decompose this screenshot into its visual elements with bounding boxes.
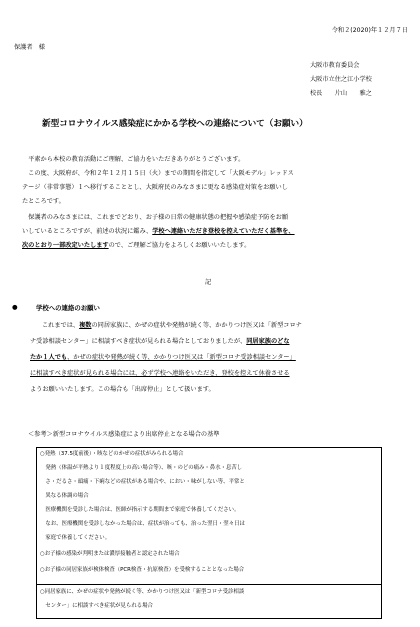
section-text: ナ受診相談センター」に相談すべき症状が見られる場合としておりましたが、 xyxy=(30,338,247,345)
reference-item: ○同居家族に、かぜの症状や発熱が続く等、かかりつけ医又は「新型コロナ受診相談 xyxy=(40,589,245,595)
section-emphasis: たか１人でも xyxy=(30,354,68,361)
recipient: 保護者 様 xyxy=(14,44,45,51)
reference-box xyxy=(36,447,382,619)
reference-item: ○お子様の同居家族が検体検査（PCR検査・抗原検査）を受検することとなった場合 xyxy=(40,567,245,573)
para2-text: いしているところですが、前述の状況に鑑み、 xyxy=(22,228,153,235)
reference-caption: ＜参考＞新型コロナウイルス感染症により出席停止となる場合の基準 xyxy=(28,431,220,438)
para2-emphasis: 次のとおり一部改定いたします xyxy=(22,242,109,249)
section-text: これまでは、 xyxy=(42,322,80,329)
para2-text: ので、ご理解ご協力をよろしくお願いいたします。 xyxy=(108,242,251,249)
reference-item: 医療機関を受診した場合は、医師が指示する期間まで家庭で休養してください。 xyxy=(40,507,240,513)
box-divider xyxy=(37,584,381,585)
sender-organization: 大阪市教育委員会 xyxy=(310,62,360,69)
sender-principal: 校長 片山 雅之 xyxy=(310,90,372,97)
sender-school: 大阪市立住之江小学校 xyxy=(310,76,372,83)
reference-item: 家庭で休養してください。 xyxy=(40,535,111,541)
section-text: 、かぜの症状や発熱が続く等、かかりつけ医又は「新型コロナ受診相談センター」 xyxy=(67,354,296,361)
para2-line xyxy=(22,242,250,250)
intro-line: この度、大阪府が、令和２年１２月１５日（火）までの期間を指定して「大阪モデル」レッドス xyxy=(22,170,294,177)
reference-item: センター」に相談すべき症状が見られる場合 xyxy=(40,603,153,609)
section-line xyxy=(30,354,296,362)
document-title: 新型コロナウイルス感染症にかかる学校への連絡について（お願い） xyxy=(42,119,308,129)
section-line: に相談すべき症状が見られる場合には、必ず学校へ連絡をいただき、登校を控えて休養させる xyxy=(30,370,290,377)
reference-item: さ・だるさ・頭痛・下痢などの症状がある場合や、におい・味がしない等、平常と xyxy=(40,479,245,485)
para2-line: 保護者のみなさまには、これまでどおり、お子様の日常の健康状態の把握や感染症予防をお願 xyxy=(22,214,289,221)
document-date: 令和２(2020)年１２月７日 xyxy=(331,27,408,34)
reference-item: 異なる体調の場合 xyxy=(40,493,89,499)
intro-line: テージ（非常事態）１へ移行することとし、大阪府民のみなさまに更なる感染症対策をお願いし xyxy=(22,184,288,191)
section-heading: 学校への連絡のお願い xyxy=(36,304,100,312)
reference-item: 発熱（体温が平熱より１度程度上の高い場合等）、咳・のどの痛み・鼻水・息苦し xyxy=(40,465,243,471)
section-emphasis: 複数 xyxy=(79,322,92,329)
reference-item: なお、医療機関を受診しなかった場合は、症状が治っても、治った翌日・翌々日は xyxy=(40,521,245,527)
ki-marker: 記 xyxy=(205,279,212,286)
reference-item: ○発熱（37.5度前後）・咳などのかぜの症状がみられる場合 xyxy=(40,451,184,457)
intro-line: 平素から本校の教育活動にご理解、ご協力をいただきありがとうございます。 xyxy=(22,156,245,163)
section-bullet: ● xyxy=(12,303,18,311)
para2-emphasis: 学校へ連絡いただき登校を控えていただく基準を、 xyxy=(152,228,295,235)
reference-item: ○お子様の感染が判明または濃厚接触者と認定された場合 xyxy=(40,551,180,557)
section-line: ようお願いいたします。この場合も「出席停止」として扱います。 xyxy=(30,386,215,393)
section-line xyxy=(42,322,302,330)
section-emphasis: 同居家族のどな xyxy=(246,338,290,345)
intro-line: たところです。 xyxy=(22,198,65,205)
section-text: の同居家族に、かぜの症状や発熱が続く等、かかりつけ医又は「新型コロナ xyxy=(91,322,302,329)
section-line xyxy=(30,338,290,346)
para2-line xyxy=(22,228,295,236)
